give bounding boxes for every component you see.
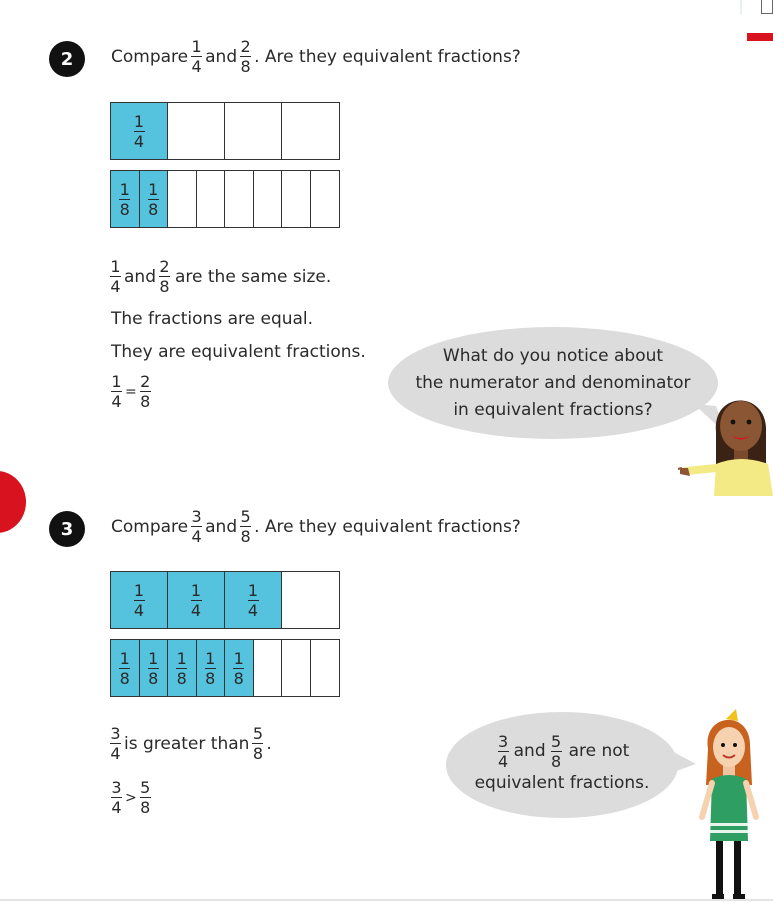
bar-cell-empty xyxy=(168,171,197,227)
equivalent-statement: They are equivalent fractions. xyxy=(111,342,366,362)
fraction: $\frac{3}{4}$ xyxy=(498,732,509,771)
bar-cell-shaded xyxy=(168,572,225,628)
bar-cell-empty xyxy=(282,171,311,227)
cell-fraction-label: $\frac{1}{8}$ xyxy=(148,179,159,219)
equal-statement: The fractions are equal. xyxy=(111,309,314,329)
bar-cell-shaded xyxy=(225,640,254,696)
bar-model-quarters xyxy=(110,571,340,629)
fraction: $\frac{1}{4}$ xyxy=(110,257,121,296)
question-number-3: 3 xyxy=(49,511,85,547)
cell-fraction-label: $\frac{1}{4}$ xyxy=(190,580,202,620)
page-bottom-rule xyxy=(0,899,773,901)
fraction: $\frac{5}{8}$ xyxy=(240,507,251,546)
bar-cell-shaded xyxy=(111,640,140,696)
fraction: $\frac{5}{8}$ xyxy=(252,724,264,763)
inequality: $\frac{3}{4}$ > $\frac{5}{8}$ xyxy=(111,778,151,817)
bar-cell-empty xyxy=(311,171,340,227)
bubble-line-1: $\frac{3}{4}$ and $\frac{5}{8}$ are not xyxy=(498,732,630,771)
cell-fraction-label: $\frac{1}{8}$ xyxy=(233,648,244,688)
girl-character-illustration xyxy=(676,384,773,496)
bar-cell-shaded xyxy=(140,171,169,227)
bar-cell-empty xyxy=(282,572,339,628)
cell-fraction-label: $\frac{1}{8}$ xyxy=(148,648,159,688)
q2-prompt: Compare $\frac{1}{4}$ and $\frac{2}{8}$ . Are they equivalent fractions? xyxy=(111,37,521,76)
bar-cell-shaded xyxy=(225,572,282,628)
bar-cell-shaded xyxy=(111,171,140,227)
fraction: $\frac{1}{4}$ xyxy=(111,372,122,411)
same-size-statement: $\frac{1}{4}$ and $\frac{2}{8}$ are the same size. xyxy=(110,257,332,296)
bar-cell-shaded xyxy=(111,103,168,159)
red-tab-marker xyxy=(747,33,773,41)
fraction: $\frac{5}{8}$ xyxy=(140,778,151,817)
bar-cell-shaded xyxy=(197,640,226,696)
fraction: $\frac{1}{4}$ xyxy=(191,37,202,76)
bar-cell-empty xyxy=(225,103,282,159)
cell-fraction-label: $\frac{1}{8}$ xyxy=(176,648,187,688)
cell-fraction-label: $\frac{1}{8}$ xyxy=(119,648,130,688)
page-corner-icon xyxy=(761,0,773,14)
question-number-2: 2 xyxy=(49,41,85,77)
equation: $\frac{1}{4}$ = $\frac{2}{8}$ xyxy=(111,372,151,411)
speech-bubble-question: What do you notice about the numerator and denominator in equivalent fractions? xyxy=(388,327,718,439)
q3-prompt: Compare $\frac{3}{4}$ and $\frac{5}{8}$ . Are they equivalent fractions? xyxy=(111,507,521,546)
bar-cell-empty xyxy=(282,640,311,696)
bar-cell-empty xyxy=(225,171,254,227)
fraction: $\frac{2}{8}$ xyxy=(159,257,170,296)
fraction: $\frac{3}{4}$ xyxy=(111,778,122,817)
speech-bubble-answer: $\frac{3}{4}$ and $\frac{5}{8}$ are not equivalent fractions. xyxy=(446,712,678,818)
bar-cell-empty xyxy=(168,103,225,159)
fraction: $\frac{2}{8}$ xyxy=(240,37,251,76)
fraction: $\frac{2}{8}$ xyxy=(140,372,151,411)
bar-model-eighths xyxy=(110,639,340,697)
cell-fraction-label: $\frac{1}{4}$ xyxy=(133,580,145,620)
bar-cell-empty xyxy=(282,103,339,159)
cell-fraction-label: $\frac{1}{8}$ xyxy=(205,648,216,688)
cell-fraction-label: $\frac{1}{4}$ xyxy=(247,580,259,620)
cell-fraction-label: $\frac{1}{4}$ xyxy=(133,111,145,151)
red-circle-marker xyxy=(0,471,26,533)
bar-cell-empty xyxy=(254,171,283,227)
fraction: $\frac{3}{4}$ xyxy=(110,724,121,763)
bar-cell-shaded xyxy=(140,640,169,696)
bar-model-eighths xyxy=(110,170,340,228)
bar-cell-shaded xyxy=(168,640,197,696)
bar-cell-shaded xyxy=(111,572,168,628)
fraction: $\frac{5}{8}$ xyxy=(551,732,562,771)
girl-character-illustration xyxy=(688,705,773,902)
greater-than-statement: $\frac{3}{4}$ is greater than $\frac{5}{8}$ . xyxy=(110,724,272,763)
fraction: $\frac{3}{4}$ xyxy=(191,507,202,546)
bar-cell-empty xyxy=(311,640,340,696)
bar-cell-empty xyxy=(197,171,226,227)
page-edge-divider xyxy=(740,0,742,14)
bar-model-quarters xyxy=(110,102,340,160)
bar-cell-empty xyxy=(254,640,283,696)
cell-fraction-label: $\frac{1}{8}$ xyxy=(119,179,130,219)
